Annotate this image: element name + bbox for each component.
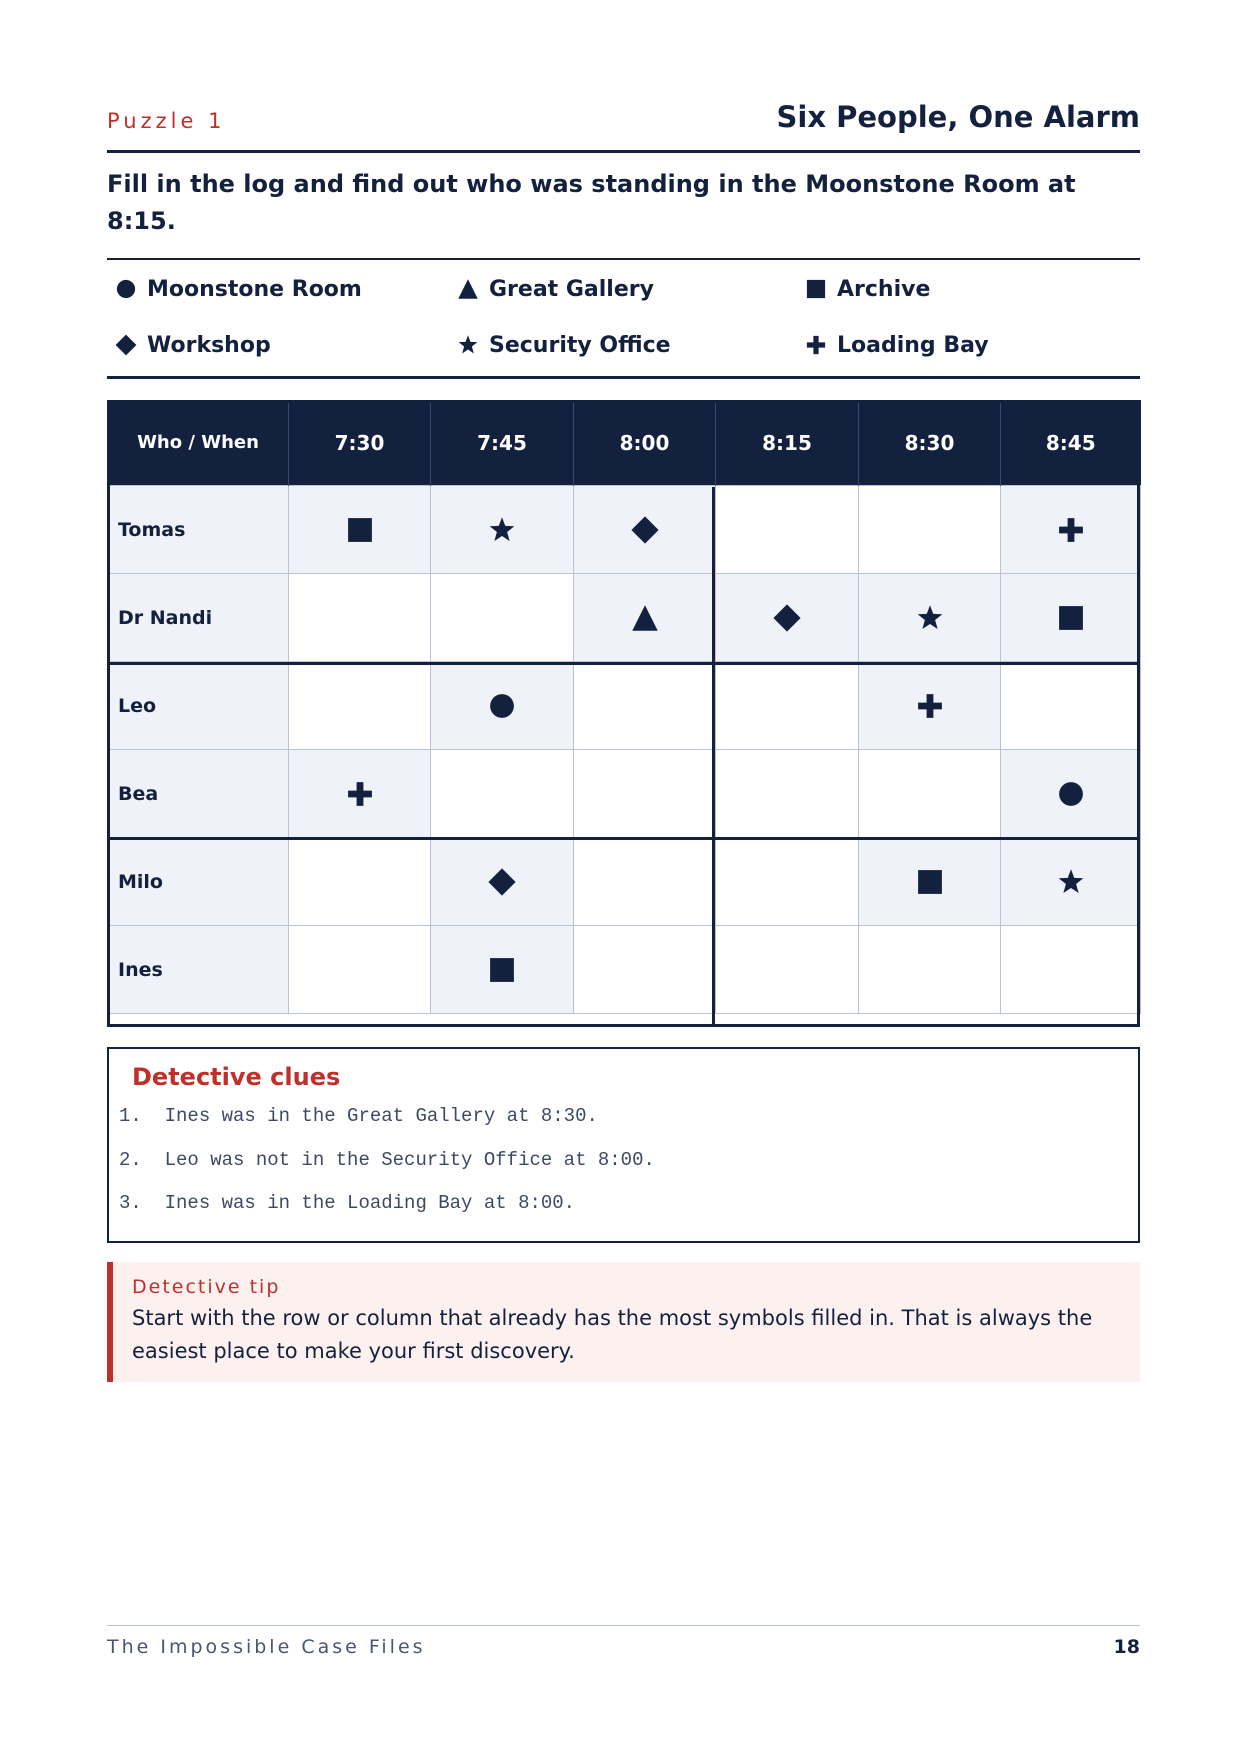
legend-label: Great Gallery [489,276,654,302]
grid-row [108,926,1141,1014]
grid-row [108,750,1141,838]
diamond-icon [716,574,859,662]
empty-cell[interactable] [859,486,1001,574]
grid-divider [107,662,1140,665]
empty-cell[interactable] [574,662,716,750]
legend-item [113,330,271,360]
square-icon [1001,574,1141,662]
diamond-icon [113,332,147,358]
time-header: 8:30 [859,400,1001,486]
circle-icon [113,276,147,302]
cross-icon [1001,486,1141,574]
time-header: 8:45 [1001,400,1141,486]
legend-label: Archive [837,276,931,302]
legend-item [455,274,654,304]
tip-box [107,1262,1140,1382]
empty-cell[interactable] [289,926,431,1014]
square-icon [803,276,837,302]
legend-item [455,330,671,360]
person-name: Milo [108,838,289,926]
person-name: Ines [108,926,289,1014]
page-number: 18 [1113,1636,1140,1658]
square-icon [289,486,431,574]
symbol-legend [107,258,1140,379]
person-name: Tomas [108,486,289,574]
empty-cell[interactable] [289,838,431,926]
triangle-icon [455,276,489,302]
clues-title: Detective clues [132,1063,341,1091]
grid-row [108,662,1141,750]
person-name: Leo [108,662,289,750]
diamond-icon [431,838,574,926]
empty-cell[interactable] [859,926,1001,1014]
circle-icon [1001,750,1141,838]
empty-cell[interactable] [574,750,716,838]
empty-cell[interactable] [1001,662,1141,750]
square-icon [431,926,574,1014]
empty-cell[interactable] [574,838,716,926]
grid-divider [712,487,715,1027]
time-header: 7:30 [289,400,431,486]
empty-cell[interactable] [431,574,574,662]
empty-cell[interactable] [1001,926,1141,1014]
empty-cell[interactable] [716,486,859,574]
legend-label: Loading Bay [837,332,989,358]
grid-divider [107,837,1140,840]
time-header: 8:00 [574,400,716,486]
puzzle-label: Puzzle 1 [107,109,226,133]
page-footer [107,1625,1140,1656]
tip-body: Start with the row or column that already has the most symbols filled in. That is always the easiest place to make your first discovery. [132,1306,1093,1363]
corner-header: Who / When [108,400,289,486]
empty-cell[interactable] [289,574,431,662]
clue-item: 2. Leo was not in the Security Office at 8:00. [119,1149,655,1171]
empty-cell[interactable] [716,926,859,1014]
legend-label: Security Office [489,332,671,358]
legend-item [803,330,989,360]
tip-title: Detective tip [132,1276,281,1298]
clue-item: 3. Ines was in the Loading Bay at 8:00. [119,1192,576,1214]
empty-cell[interactable] [574,926,716,1014]
grid-row [108,574,1141,662]
empty-cell[interactable] [716,750,859,838]
page-header [107,100,1140,153]
diamond-icon [574,486,716,574]
clues-box [107,1047,1140,1243]
cross-icon [289,750,431,838]
empty-cell[interactable] [859,750,1001,838]
book-title: The Impossible Case Files [107,1636,426,1658]
triangle-icon [574,574,716,662]
cross-icon [803,332,837,358]
square-icon [859,838,1001,926]
grid-row [108,486,1141,574]
empty-cell[interactable] [716,838,859,926]
legend-item [113,274,362,304]
circle-icon [431,662,574,750]
time-header: 7:45 [431,400,574,486]
empty-cell[interactable] [289,662,431,750]
empty-cell[interactable] [431,750,574,838]
legend-item [803,274,930,304]
log-grid [107,400,1140,1027]
grid-row [108,838,1141,926]
legend-label: Workshop [147,332,271,358]
star-icon [455,332,489,358]
page-title: Six People, One Alarm [776,100,1140,134]
grid-header-row [108,400,1141,486]
person-name: Dr Nandi [108,574,289,662]
clue-item: 1. Ines was in the Great Gallery at 8:30. [119,1105,598,1127]
time-header: 8:15 [716,400,859,486]
star-icon [1001,838,1141,926]
person-name: Bea [108,750,289,838]
star-icon [431,486,574,574]
star-icon [859,574,1001,662]
instruction-text: Fill in the log and find out who was standing in the Moonstone Room at 8:15. [107,170,1076,235]
legend-label: Moonstone Room [147,276,362,302]
cross-icon [859,662,1001,750]
empty-cell[interactable] [716,662,859,750]
